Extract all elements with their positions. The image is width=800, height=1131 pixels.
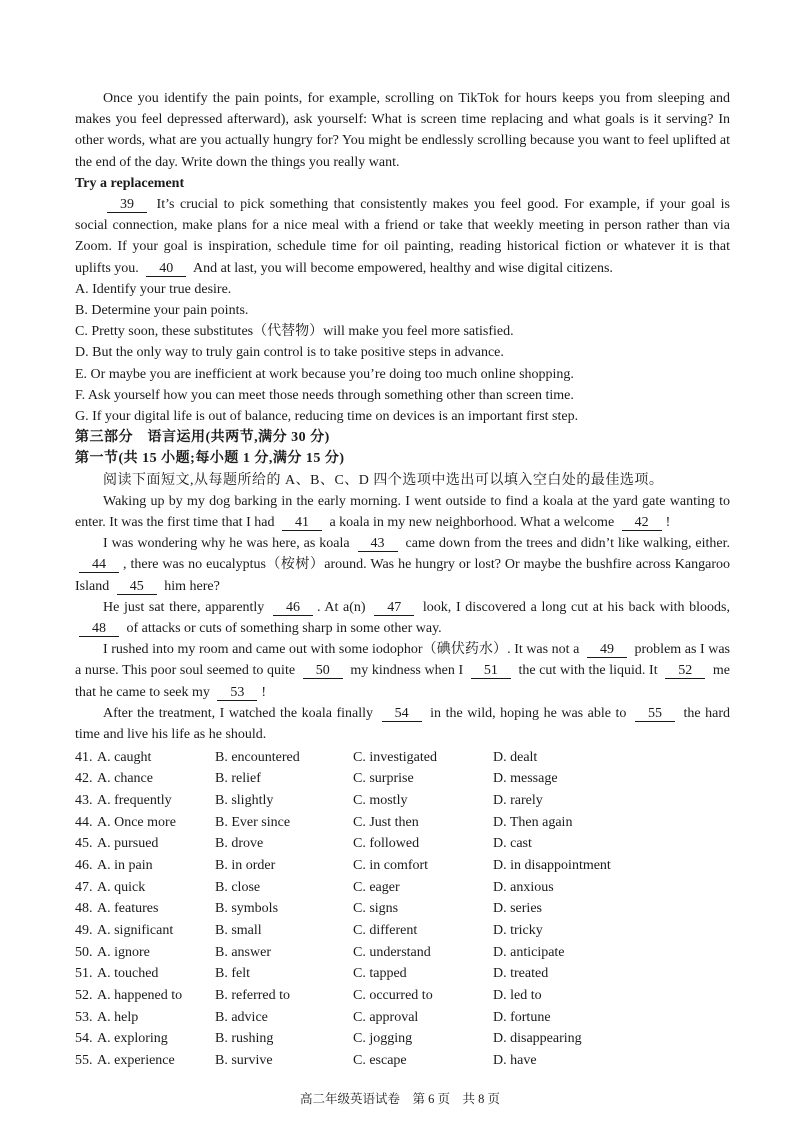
answer-blank: 46	[273, 601, 313, 616]
paragraph-text: problem as I was a nurse. This poor soul seemed to quite	[75, 642, 730, 679]
choice-c: C. escape	[353, 1053, 407, 1069]
choice-a: A. Once more	[97, 814, 176, 830]
choice-b: B. Ever since	[215, 814, 291, 830]
choice-a: A. in pain	[97, 857, 153, 873]
choice-row	[75, 1050, 730, 1072]
paragraph	[75, 703, 730, 745]
choice-a: A. touched	[97, 966, 159, 982]
paragraph-text: the cut with the liquid. It	[514, 663, 662, 679]
answer-blank: 51	[471, 664, 511, 679]
paragraph	[75, 533, 730, 597]
choice-d: D. treated	[493, 966, 549, 982]
question-number: 50.	[75, 944, 93, 960]
answer-blank: 54	[382, 707, 422, 722]
cloze-choices	[75, 746, 730, 1071]
paragraph-text: Once you identify the pain points, for example, scrolling on TikTok for hours keeps you from sleeping and makes you feel depressed afterward), ask yourself: What is screen time replacing and what goals is it serving? In other words, what are you actually hungry for? You might be endlessly scrolling because you want to feel uplifted at the end of the day. Write down the things you really want.	[75, 91, 730, 170]
paragraph-text: !	[261, 684, 267, 700]
option-item: F. Ask yourself how you can meet those needs through something other than screen time.	[75, 387, 574, 403]
question-number: 43.	[75, 792, 93, 808]
paragraph-text: him here?	[160, 578, 220, 594]
answer-blank: 45	[117, 580, 157, 595]
choice-c: C. tapped	[353, 966, 407, 982]
choice-c: C. in comfort	[353, 857, 429, 873]
choice-a: A. experience	[97, 1053, 175, 1069]
choice-a: A. help	[97, 1009, 139, 1025]
choice-d: D. series	[493, 901, 542, 917]
question-number: 51.	[75, 966, 93, 982]
choice-d: D. tricky	[493, 923, 543, 939]
answer-blank: 41	[282, 516, 322, 531]
choice-b: B. felt	[215, 966, 250, 982]
paragraph-text: After the treatment, I watched the koala finally	[103, 705, 378, 721]
paragraph-text: . At a(n)	[316, 599, 371, 615]
option-item: C. Pretty soon, these substitutes（代替物）will make you feel more satisfied.	[75, 324, 514, 340]
section-heading-replacement: Try a replacement	[75, 175, 185, 191]
choice-row	[75, 985, 730, 1007]
question-number: 52.	[75, 988, 93, 1004]
answer-blank: 49	[587, 643, 627, 658]
answer-blank: 42	[622, 516, 662, 531]
question-number: 48.	[75, 901, 93, 917]
choice-row	[75, 941, 730, 963]
choice-c: C. mostly	[353, 792, 408, 808]
choice-c: C. occurred to	[353, 988, 433, 1004]
instructions: 阅读下面短文,从每题所给的 A、B、C、D 四个选项中选出可以填入空白处的最佳选项。	[103, 472, 664, 488]
paragraph	[75, 491, 730, 533]
question-number: 44.	[75, 814, 93, 830]
choice-row	[75, 920, 730, 942]
answer-blank: 52	[665, 664, 705, 679]
choice-d: D. anticipate	[493, 944, 565, 960]
choice-a: A. frequently	[97, 792, 172, 808]
question-number: 42.	[75, 771, 93, 787]
section1-title: 第一节(共 15 小题;每小题 1 分,满分 15 分)	[75, 451, 345, 467]
choice-c: C. different	[353, 923, 418, 939]
choice-c: C. Just then	[353, 814, 419, 830]
answer-blank: 47	[374, 601, 414, 616]
paragraph-text: in the wild, hoping he was able to	[425, 705, 631, 721]
paragraph	[75, 597, 730, 639]
choice-b: B. close	[215, 879, 261, 895]
paragraph-text: my kindness when I	[346, 663, 467, 679]
choice-c: C. understand	[353, 944, 431, 960]
choice-a: A. features	[97, 901, 159, 917]
option-item: G. If your digital life is out of balance, reducing time on devices is an important first step.	[75, 409, 579, 425]
option-item: B. Determine your pain points.	[75, 303, 249, 319]
question-number: 49.	[75, 923, 93, 939]
choice-b: B. small	[215, 923, 262, 939]
question-number: 47.	[75, 879, 93, 895]
paragraph	[75, 639, 730, 703]
paragraph-text: , there was no eucalyptus（桉树）around. Was he hungry or lost? Or maybe the bushfire across Kangaroo Island	[75, 557, 730, 594]
paragraph-text: I rushed into my room and came out with some iodophor（碘伏药水）. It was not a	[103, 642, 583, 658]
answer-blank: 53	[217, 686, 257, 701]
choice-d: D. have	[493, 1053, 537, 1069]
paragraph-text: It’s crucial to pick something that consistently makes you feel good. For example, if your goal is social connection, make plans for a nice meal with a friend or take that weekly meeting in person rather than via Zoom. If your goal is inspiration, schedule time for oil painting, reading historical fiction or whatever it is that uplifts you.	[75, 197, 730, 276]
choice-d: D. Then again	[493, 814, 573, 830]
choice-d: D. rarely	[493, 792, 543, 808]
question-number: 53.	[75, 1009, 93, 1025]
choice-b: B. drove	[215, 836, 264, 852]
choice-d: D. cast	[493, 836, 532, 852]
question-number: 41.	[75, 749, 93, 765]
answer-blank: 44	[79, 558, 119, 573]
choice-a: A. quick	[97, 879, 146, 895]
choice-row	[75, 833, 730, 855]
choice-a: A. exploring	[97, 1031, 168, 1047]
choice-row	[75, 768, 730, 790]
page-footer: 高二年级英语试卷 第 6 页 共 8 页	[299, 1092, 500, 1106]
paragraph-text: He just sat there, apparently	[103, 599, 269, 615]
question-number: 54.	[75, 1031, 93, 1047]
choice-b: B. symbols	[215, 901, 279, 917]
choice-c: C. eager	[353, 879, 400, 895]
choice-d: D. anxious	[493, 879, 554, 895]
choice-a: A. happened to	[97, 988, 183, 1004]
exam-page	[75, 88, 730, 1072]
option-item: D. But the only way to truly gain control is to take positive steps in advance.	[75, 345, 504, 361]
paragraph	[75, 88, 730, 173]
seven-choice-options	[75, 279, 730, 427]
choice-row	[75, 963, 730, 985]
paragraph-text: Waking up by my dog barking in the early morning. I went outside to find a koala at the yard gate wanting to enter. It was the first time that I had	[75, 493, 730, 531]
answer-blank: 48	[79, 622, 119, 637]
choice-d: D. message	[493, 771, 558, 787]
choice-a: A. chance	[97, 771, 153, 787]
paragraph-text: came down from the trees and didn’t like walking, either.	[401, 536, 731, 552]
choice-row	[75, 1007, 730, 1029]
choice-row	[75, 898, 730, 920]
paragraph-text: of attacks or cuts of something sharp in some other way.	[123, 621, 442, 637]
paragraph-text: And at last, you will become empowered, healthy and wise digital citizens.	[190, 260, 613, 276]
choice-row	[75, 790, 730, 812]
choice-c: C. approval	[353, 1009, 419, 1025]
paragraph-text: !	[665, 515, 671, 531]
question-number: 46.	[75, 857, 93, 873]
answer-blank: 43	[358, 537, 398, 552]
choice-b: B. referred to	[215, 988, 291, 1004]
question-number: 55.	[75, 1053, 93, 1069]
choice-c: C. investigated	[353, 749, 437, 765]
choice-d: D. fortune	[493, 1009, 551, 1025]
question-number: 45.	[75, 836, 93, 852]
choice-d: D. dealt	[493, 749, 538, 765]
choice-row	[75, 855, 730, 877]
answer-blank: 55	[635, 707, 675, 722]
choice-d: D. led to	[493, 988, 542, 1004]
answer-blank: 50	[303, 664, 343, 679]
paragraph-text: a koala in my new neighborhood. What a welcome	[325, 515, 618, 531]
part3-title: 第三部分 语言运用(共两节,满分 30 分)	[75, 430, 330, 446]
answer-blank: 40	[146, 262, 186, 277]
reading-passage-end	[75, 88, 730, 173]
choice-b: B. rushing	[215, 1031, 274, 1047]
choice-row	[75, 1028, 730, 1050]
choice-row	[75, 811, 730, 833]
paragraph-text: me that he came to seek my	[75, 663, 730, 700]
choice-a: A. significant	[97, 923, 174, 939]
choice-d: D. in disappointment	[493, 857, 611, 873]
choice-row	[75, 876, 730, 898]
choice-a: A. pursued	[97, 836, 159, 852]
choice-b: B. slightly	[215, 792, 274, 808]
paragraph	[75, 194, 730, 279]
option-item: A. Identify your true desire.	[75, 281, 232, 297]
choice-d: D. disappearing	[493, 1031, 582, 1047]
reading-passage-replacement	[75, 194, 730, 279]
paragraph-text: the hard time and live his life as he should.	[75, 705, 731, 743]
option-item: E. Or maybe you are inefficient at work because you’re doing too much online shopping.	[75, 366, 574, 382]
choice-b: B. survive	[215, 1053, 273, 1069]
choice-a: A. caught	[97, 749, 152, 765]
choice-c: C. surprise	[353, 771, 414, 787]
choice-c: C. followed	[353, 836, 420, 852]
answer-blank: 39	[107, 198, 147, 213]
choice-a: A. ignore	[97, 944, 150, 960]
paragraph-text: I was wondering why he was here, as koala	[103, 536, 354, 552]
choice-b: B. advice	[215, 1009, 268, 1025]
choice-c: C. signs	[353, 901, 399, 917]
choice-c: C. jogging	[353, 1031, 413, 1047]
choice-b: B. encountered	[215, 749, 300, 765]
paragraph-text: look, I discovered a long cut at his back with bloods,	[418, 599, 731, 615]
choice-row	[75, 746, 730, 768]
choice-b: B. relief	[215, 771, 261, 787]
cloze-passage	[75, 491, 730, 745]
choice-b: B. in order	[215, 857, 276, 873]
choice-b: B. answer	[215, 944, 271, 960]
